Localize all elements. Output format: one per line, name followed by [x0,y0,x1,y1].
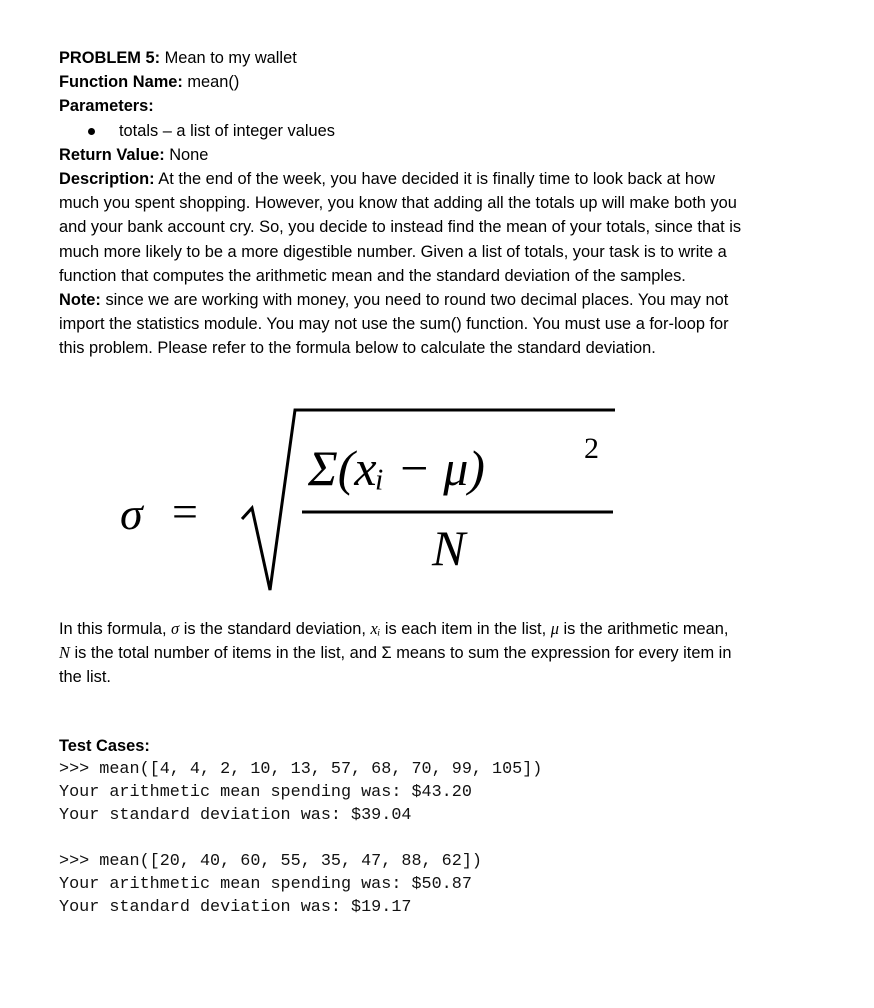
explanation-line [59,641,829,665]
mu-symbol: μ [550,619,559,638]
explanation-text: is the standard deviation, [179,620,371,638]
problem-header [59,46,829,361]
code-line: Your arithmetic mean spending was: $43.20 [59,783,472,802]
problem-label: PROBLEM 5: [59,49,161,67]
code-line: Your standard deviation was: $39.04 [59,806,412,825]
formula-numerator: Σ(xᵢ − μ) [308,440,485,496]
return-value: None [169,145,209,164]
formula-graphic [120,400,640,600]
explanation-line: the list. [59,668,111,687]
function-name: mean() [187,73,240,92]
parameter-item [59,119,829,143]
explanation-text: is the total number of items in the list, and Σ means to sum the expression for every item in [69,644,732,663]
formula-sigma: σ [120,488,143,539]
formula-exponent: 2 [584,432,599,465]
description-line: much you spent shopping. However, you know that adding all the totals up will make both you [59,194,737,213]
note-text: since we are working with money, you need to round two decimal places. You may not [105,291,729,310]
problem-title: Mean to my wallet [164,49,297,67]
formula-explanation [59,617,829,690]
note-label: Note: [59,291,101,310]
test-case-1 [59,758,542,827]
parameters-label: Parameters: [59,97,154,116]
code-line: Your arithmetic mean spending was: $50.87 [59,875,472,894]
description-line: and your bank account cry. So, you decide to instead find the mean of your totals, since that is [59,218,742,237]
explanation-text: is each item in the list, [380,620,551,638]
std-dev-formula [120,400,640,600]
description-line [59,167,829,191]
code-line: >>> mean([4, 4, 2, 10, 13, 57, 68, 70, 99, 105]) [59,760,543,779]
explanation-text: is the arithmetic mean, [558,620,729,638]
return-label: Return Value: [59,145,165,164]
description-line: much more likely to be a more digestible number. Given a list of totals, your task is to write a [59,242,727,261]
description-label: Description: [59,170,155,189]
description-line: function that computes the arithmetic mean and the standard deviation of the samples. [59,266,686,285]
note-line [59,288,829,312]
formula-equals: = [172,486,198,537]
bullet-icon [88,128,95,135]
explanation-text: In this formula, [59,620,172,638]
xi-symbol: xᵢ [370,619,381,638]
test-case-2 [59,850,542,919]
parameter-text: totals – a list of integer values [119,121,335,140]
code-line: >>> mean([20, 40, 60, 55, 35, 47, 88, 62]) [59,852,482,871]
n-symbol: N [59,643,70,663]
note-line: import the statistics module. You may not use the sum() function. You must use a for-loop for [59,315,729,334]
function-label: Function Name: [59,73,183,92]
sigma-symbol: σ [171,619,180,638]
radical-sign [242,410,615,590]
description-text: At the end of the week, you have decided it is finally time to look back at how [158,170,715,189]
return-value-line [59,143,829,167]
note-line: this problem. Please refer to the formula below to calculate the standard deviation. [59,339,656,358]
problem-title-line [59,46,829,70]
formula-denominator: N [432,520,466,576]
explanation-line [59,617,829,641]
function-name-line [59,70,829,94]
code-line: Your standard deviation was: $19.17 [59,898,412,917]
test-cases [59,734,542,919]
test-cases-title: Test Cases: [59,737,150,755]
